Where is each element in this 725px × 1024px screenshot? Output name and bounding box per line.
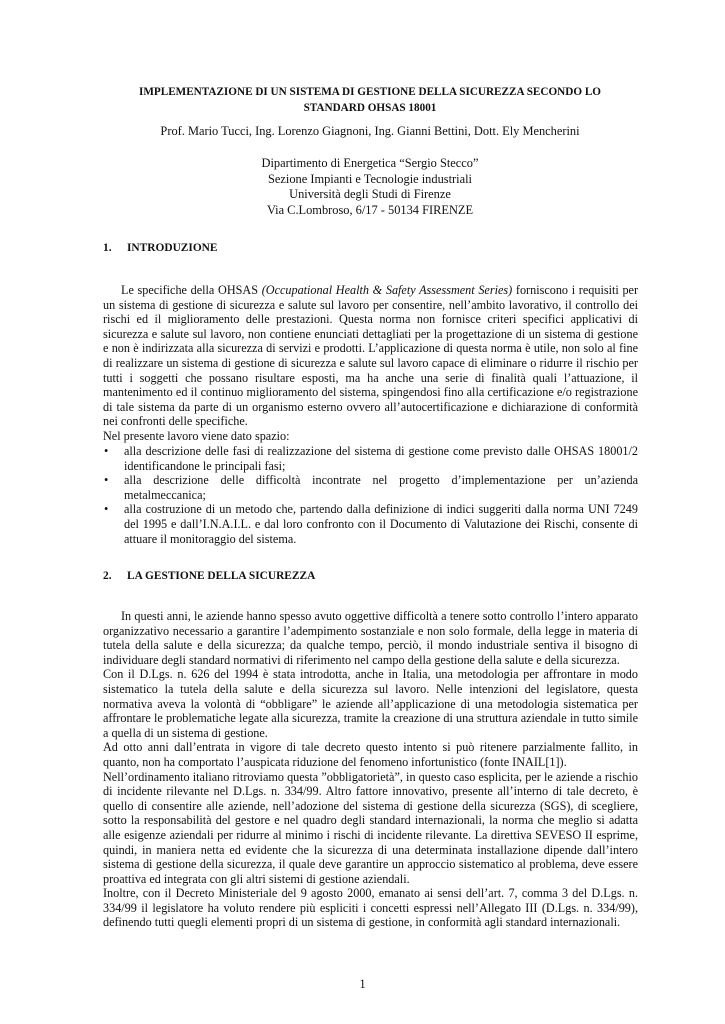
- paragraph-line: mantenimento ed il continuo miglioramento del sistema, spingendosi fino alla certificazione e/o registrazione: [103, 385, 638, 400]
- section-2-heading: [103, 569, 315, 583]
- title-line-1: IMPLEMENTAZIONE DI UN SISTEMA DI GESTIONE DELLA SICUREZZA SECONDO LO: [138, 86, 601, 98]
- affiliation-line: Via C.Lombroso, 6/17 - 50134 FIRENZE: [266, 202, 474, 217]
- affiliation-line: Dipartimento di Energetica “Sergio Stecco”: [261, 156, 479, 170]
- paragraph-line: sotto la responsabilità del gestore e nel quadro degli standard internazionali, la norma che meglio si adatta: [103, 813, 638, 828]
- paragraph-line: sicurezza e salute sul lavoro, non contiene enunciati dettagliati per la progettazione di un sistema di gestione: [103, 326, 638, 341]
- page-number: 1: [359, 977, 366, 991]
- section-1-body: [103, 283, 638, 444]
- paragraph-line: individuare degli standard normativi di riferimento nel campo della gestione della salute e della sicurezza.: [103, 652, 620, 667]
- paragraph-line: Con il D.Lgs. n. 626 del 1994 è stata introdotta, anche in Italia, una metodologia per affrontare in modo: [103, 667, 638, 682]
- list-item: • alla descrizione delle fasi di realizzazione del sistema di gestione come previsto dalle OHSAS 18001/2 identificandone le principali fasi;: [104, 444, 638, 473]
- paragraph-line: sistema di gestione della sicurezza, il quale deve garantire un approccio sistematico al problema, deve essere: [103, 857, 638, 872]
- affiliation-line: Università degli Studi di Firenze: [289, 187, 451, 201]
- paragraph-line: definendo tutti quegli elementi propri di un sistema di gestione, in conformità agli standard internazionali.: [103, 915, 621, 930]
- paragraph-line: quanto, non ha comportato l’auspicata riduzione del fenomeno infortunistico (fonte INAIL[1]).: [103, 754, 567, 769]
- paragraph-line: tutela della salute e della sicurezza; da qualche tempo, perciò, il mondo industriale sentiva il bisogno di: [103, 638, 638, 653]
- paragraph-line: Inoltre, con il Decreto Ministeriale del 9 agosto 2000, emanato ai sensi dell’art. 7, comma 3 del D.Lgs. n.: [103, 886, 638, 901]
- paragraph-line: 334/99 il legislatore ha voluto rendere più espliciti i concetti espressi nell’Allegato III (D.Lgs. n. 334/99),: [103, 900, 638, 915]
- paragraph-line: a quella di un sistema di gestione.: [103, 725, 268, 740]
- bullet-icon: •: [104, 444, 109, 458]
- section-title: INTRODUZIONE: [127, 242, 218, 254]
- author-list: Prof. Mario Tucci, Ing. Lorenzo Giagnoni, Ing. Gianni Bettini, Dott. Ely Mencherini: [160, 124, 580, 138]
- paragraph-line: di tale sistema da parte di un organismo esterno ovvero all’autocertificazione e dichiarazione di conformità: [103, 399, 638, 414]
- list-item: • alla descrizione delle difficoltà incontrate nel progetto d’implementazione per un’azienda metalmeccanica;: [104, 473, 638, 502]
- paragraph-line: affrontare le problematiche legate alla sicurezza, tramite la creazione di una struttura aziendale in tutto simile: [103, 711, 638, 726]
- paragraph-line: di incidente rilevante nel D.Lgs. n. 334/99. Altro fattore innovativo, presente all’interno di tale decreto, è: [103, 784, 638, 799]
- paragraph-line: un sistema di gestione di sicurezza e salute sul lavoro per consentire, nell’ambito lavorativo, il controllo dei: [103, 297, 638, 312]
- paragraph-line: e non è indirizzata alla sicurezza di servizi e prodotti. L’applicazione di questa norma è utile, non solo al fine: [103, 341, 638, 356]
- paragraph-line: nei confronti delle specifiche.: [103, 414, 248, 429]
- section-number: 2.: [103, 570, 112, 582]
- list-item: • alla costruzione di un metodo che, partendo dalla definizione di indici suggeriti dalla norma UNI 7249 del 1995 e dall’I.N.A.I.L. e dal loro confronto con il Documento di Valutazione dei Rischi, consente di attuare il monitoraggio del sistema.: [104, 502, 638, 546]
- paper-title: [100, 84, 640, 116]
- objectives-list: [103, 444, 638, 546]
- paragraph-line: Ad otto anni dall’entrata in vigore di tale decreto questo intento si può ritenere parzialmente fallito, in: [103, 740, 638, 755]
- paragraph-line: sistematico la tutela della salute e della sicurezza sul lavoro. Nelle intenzioni del legislatore, questa: [103, 681, 638, 696]
- paragraph-line: normativa aveva la volontà di “obbligare” le aziende all’applicazione di una metodologia sistematica per: [103, 696, 638, 711]
- affiliation-block: [150, 156, 590, 218]
- paragraph-line: Le specifiche della OHSAS (Occupational Health & Safety Assessment Series) forniscono i requisiti per: [121, 283, 639, 297]
- section-title: LA GESTIONE DELLA SICUREZZA: [127, 570, 316, 582]
- paragraph-line: tutti i soggetti che possano risultare esposti, ma ha anche una serie di finalità quali l’attuazione, il: [103, 370, 638, 385]
- paragraph-line: Nell’ordinamento italiano ritroviamo questa ”obbligatorietà”, in questo caso esplicita, per le aziende a rischio: [103, 769, 638, 784]
- paragraph-line: proattiva ed integrata con gli altri sistemi di gestione aziendali.: [103, 871, 410, 886]
- section-number: 1.: [103, 242, 112, 254]
- section-2-body: [103, 609, 638, 930]
- paragraph-line: quello di consentire alle aziende, nell’adozione del sistema di gestione della sicurezza (SGS), di scegliere,: [103, 798, 638, 813]
- paragraph-line: organizzativo necessario a garantire l’adempimento sostanziale e non solo formale, della legge in materia di: [103, 623, 638, 638]
- paragraph-line: di realizzare un sistema di gestione di sicurezza e salute sul lavoro capace di eliminare o ridurre il rischio per: [103, 355, 638, 370]
- paragraph-line: In questi anni, le aziende hanno spesso avuto oggettive difficoltà a tenere sotto controllo l’intero apparato: [121, 609, 638, 623]
- paragraph-line: Nel presente lavoro viene dato spazio:: [103, 428, 290, 443]
- paragraph-line: quindi, in maniera netta ed evidente che la sicurezza di una determinata installazione dipende dall’intero: [103, 842, 638, 857]
- section-1-heading: [103, 241, 218, 255]
- affiliation-line: Sezione Impianti e Tecnologie industriali: [268, 171, 472, 186]
- bullet-icon: •: [104, 502, 109, 517]
- paragraph-line: alle esigenze aziendali per ridurre al minimo i rischi di incidente rilevante. La direttiva SEVESO II esprime,: [103, 827, 638, 842]
- ohsas-expansion: (Occupational Health & Safety Assessment Series): [261, 283, 513, 297]
- bullet-icon: •: [104, 473, 109, 488]
- title-line-2: STANDARD OHSAS 18001: [303, 102, 437, 114]
- paragraph-line: rischi ed il miglioramento delle prestazioni. Questa norma non fornisce criteri specifici applicativi di: [103, 312, 638, 327]
